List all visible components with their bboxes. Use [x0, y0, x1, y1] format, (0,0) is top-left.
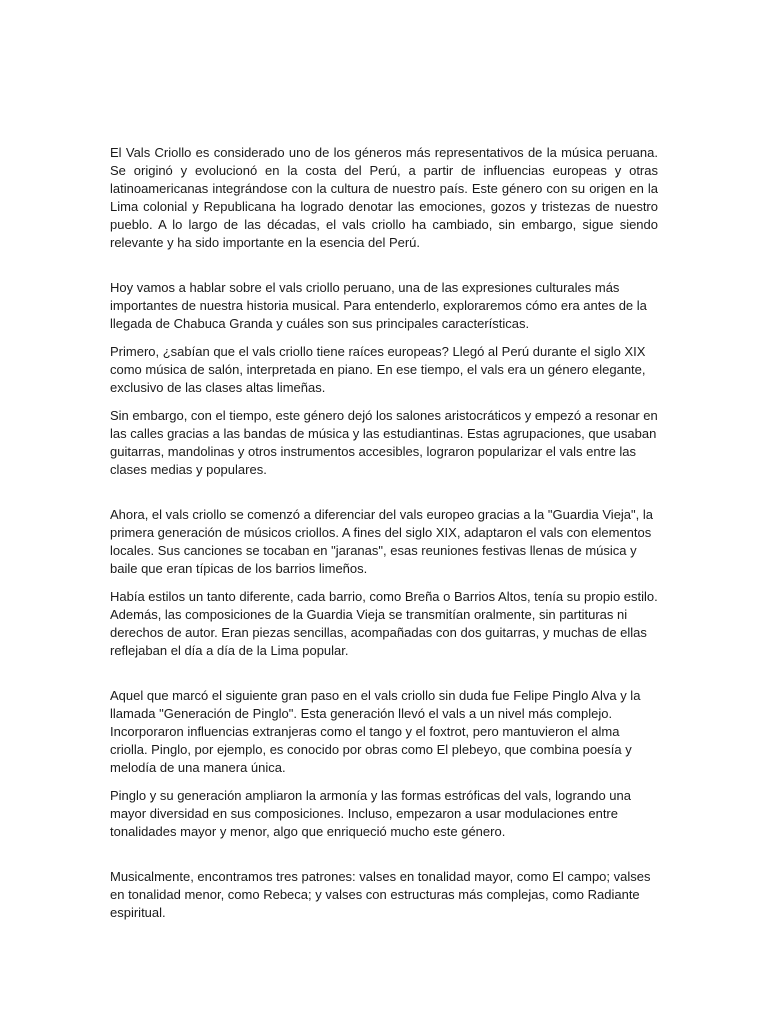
- paragraph-patrones: Musicalmente, encontramos tres patrones: valses en tonalidad mayor, como El campo; valses en tonalidad menor, como Rebeca; y valses con estructuras más complejas, como Radiante espiritual.: [110, 869, 651, 920]
- paragraph-pinglo: Aquel que marcó el siguiente gran paso en el vals criollo sin duda fue Felipe Pinglo Alva y la llamada "Generación de Pinglo". Esta generación llevó el vals a un nivel más complejo. Incorporaron influencias extranjeras como el tango y el foxtrot, pero mantuvieron el alma criolla. Pinglo, por ejemplo, es conocido por obras como El plebeyo, que combina poesía y melodía de una manera única.: [110, 688, 641, 775]
- paragraph-sin-embargo: Sin embargo, con el tiempo, este género dejó los salones aristocráticos y empezó a resonar en las calles gracias a las bandas de música y las estudiantinas. Estas agrupaciones, que usaban guitarras, mandolinas y otros instrumentos accesibles, lograron popularizar el vals entre las clases medias y populares.: [110, 408, 658, 477]
- paragraph-generacion: Pinglo y su generación ampliaron la armonía y las formas estróficas del vals, logrando una mayor diversidad en sus composiciones. Incluso, empezaron a usar modulaciones entre tonalidades mayor y menor, algo que enriqueció mucho este género.: [110, 788, 631, 839]
- document-page: [110, 144, 658, 922]
- paragraph-intro: El Vals Criollo es considerado uno de los géneros más representativos de la música peruana. Se originó y evolucionó en la costa del Perú, a partir de influencias europeas y otras latinoamericanas integrándose con la cultura de nuestro país. Este género con su origen en la Lima colonial y Republicana ha logrado denotar las emociones, gozos y tristezas de nuestro pueblo. A lo largo de las décadas, el vals criollo ha cambiado, sin embargo, sigue siendo relevante y ha sido importante en la esencia del Perú.: [110, 145, 658, 250]
- paragraph-guardia-vieja: Ahora, el vals criollo se comenzó a diferenciar del vals europeo gracias a la "Guardia Vieja", la primera generación de músicos criollos. A fines del siglo XIX, adaptaron el vals con elementos locales. Sus canciones se tocaban en "jaranas", esas reuniones festivas llenas de música y baile que eran típicas de los barrios limeños.: [110, 507, 653, 576]
- paragraph-primero: Primero, ¿sabían que el vals criollo tiene raíces europeas? Llegó al Perú durante el siglo XIX como música de salón, interpretada en piano. En ese tiempo, el vals era un género elegante, exclusivo de las clases altas limeñas.: [110, 344, 646, 395]
- paragraph-estilos: Había estilos un tanto diferente, cada barrio, como Breña o Barrios Altos, tenía su propio estilo. Además, las composiciones de la Guardia Vieja se transmitían oralmente, sin partituras ni derechos de autor. Eran piezas sencillas, acompañadas con dos guitarras, y muchas de ellas reflejaban el día a día de la Lima popular.: [110, 589, 658, 658]
- paragraph-hoy-vamos: Hoy vamos a hablar sobre el vals criollo peruano, una de las expresiones culturales más importantes de nuestra historia musical. Para entenderlo, exploraremos cómo era antes de la llegada de Chabuca Granda y cuáles son sus principales características.: [110, 280, 647, 331]
